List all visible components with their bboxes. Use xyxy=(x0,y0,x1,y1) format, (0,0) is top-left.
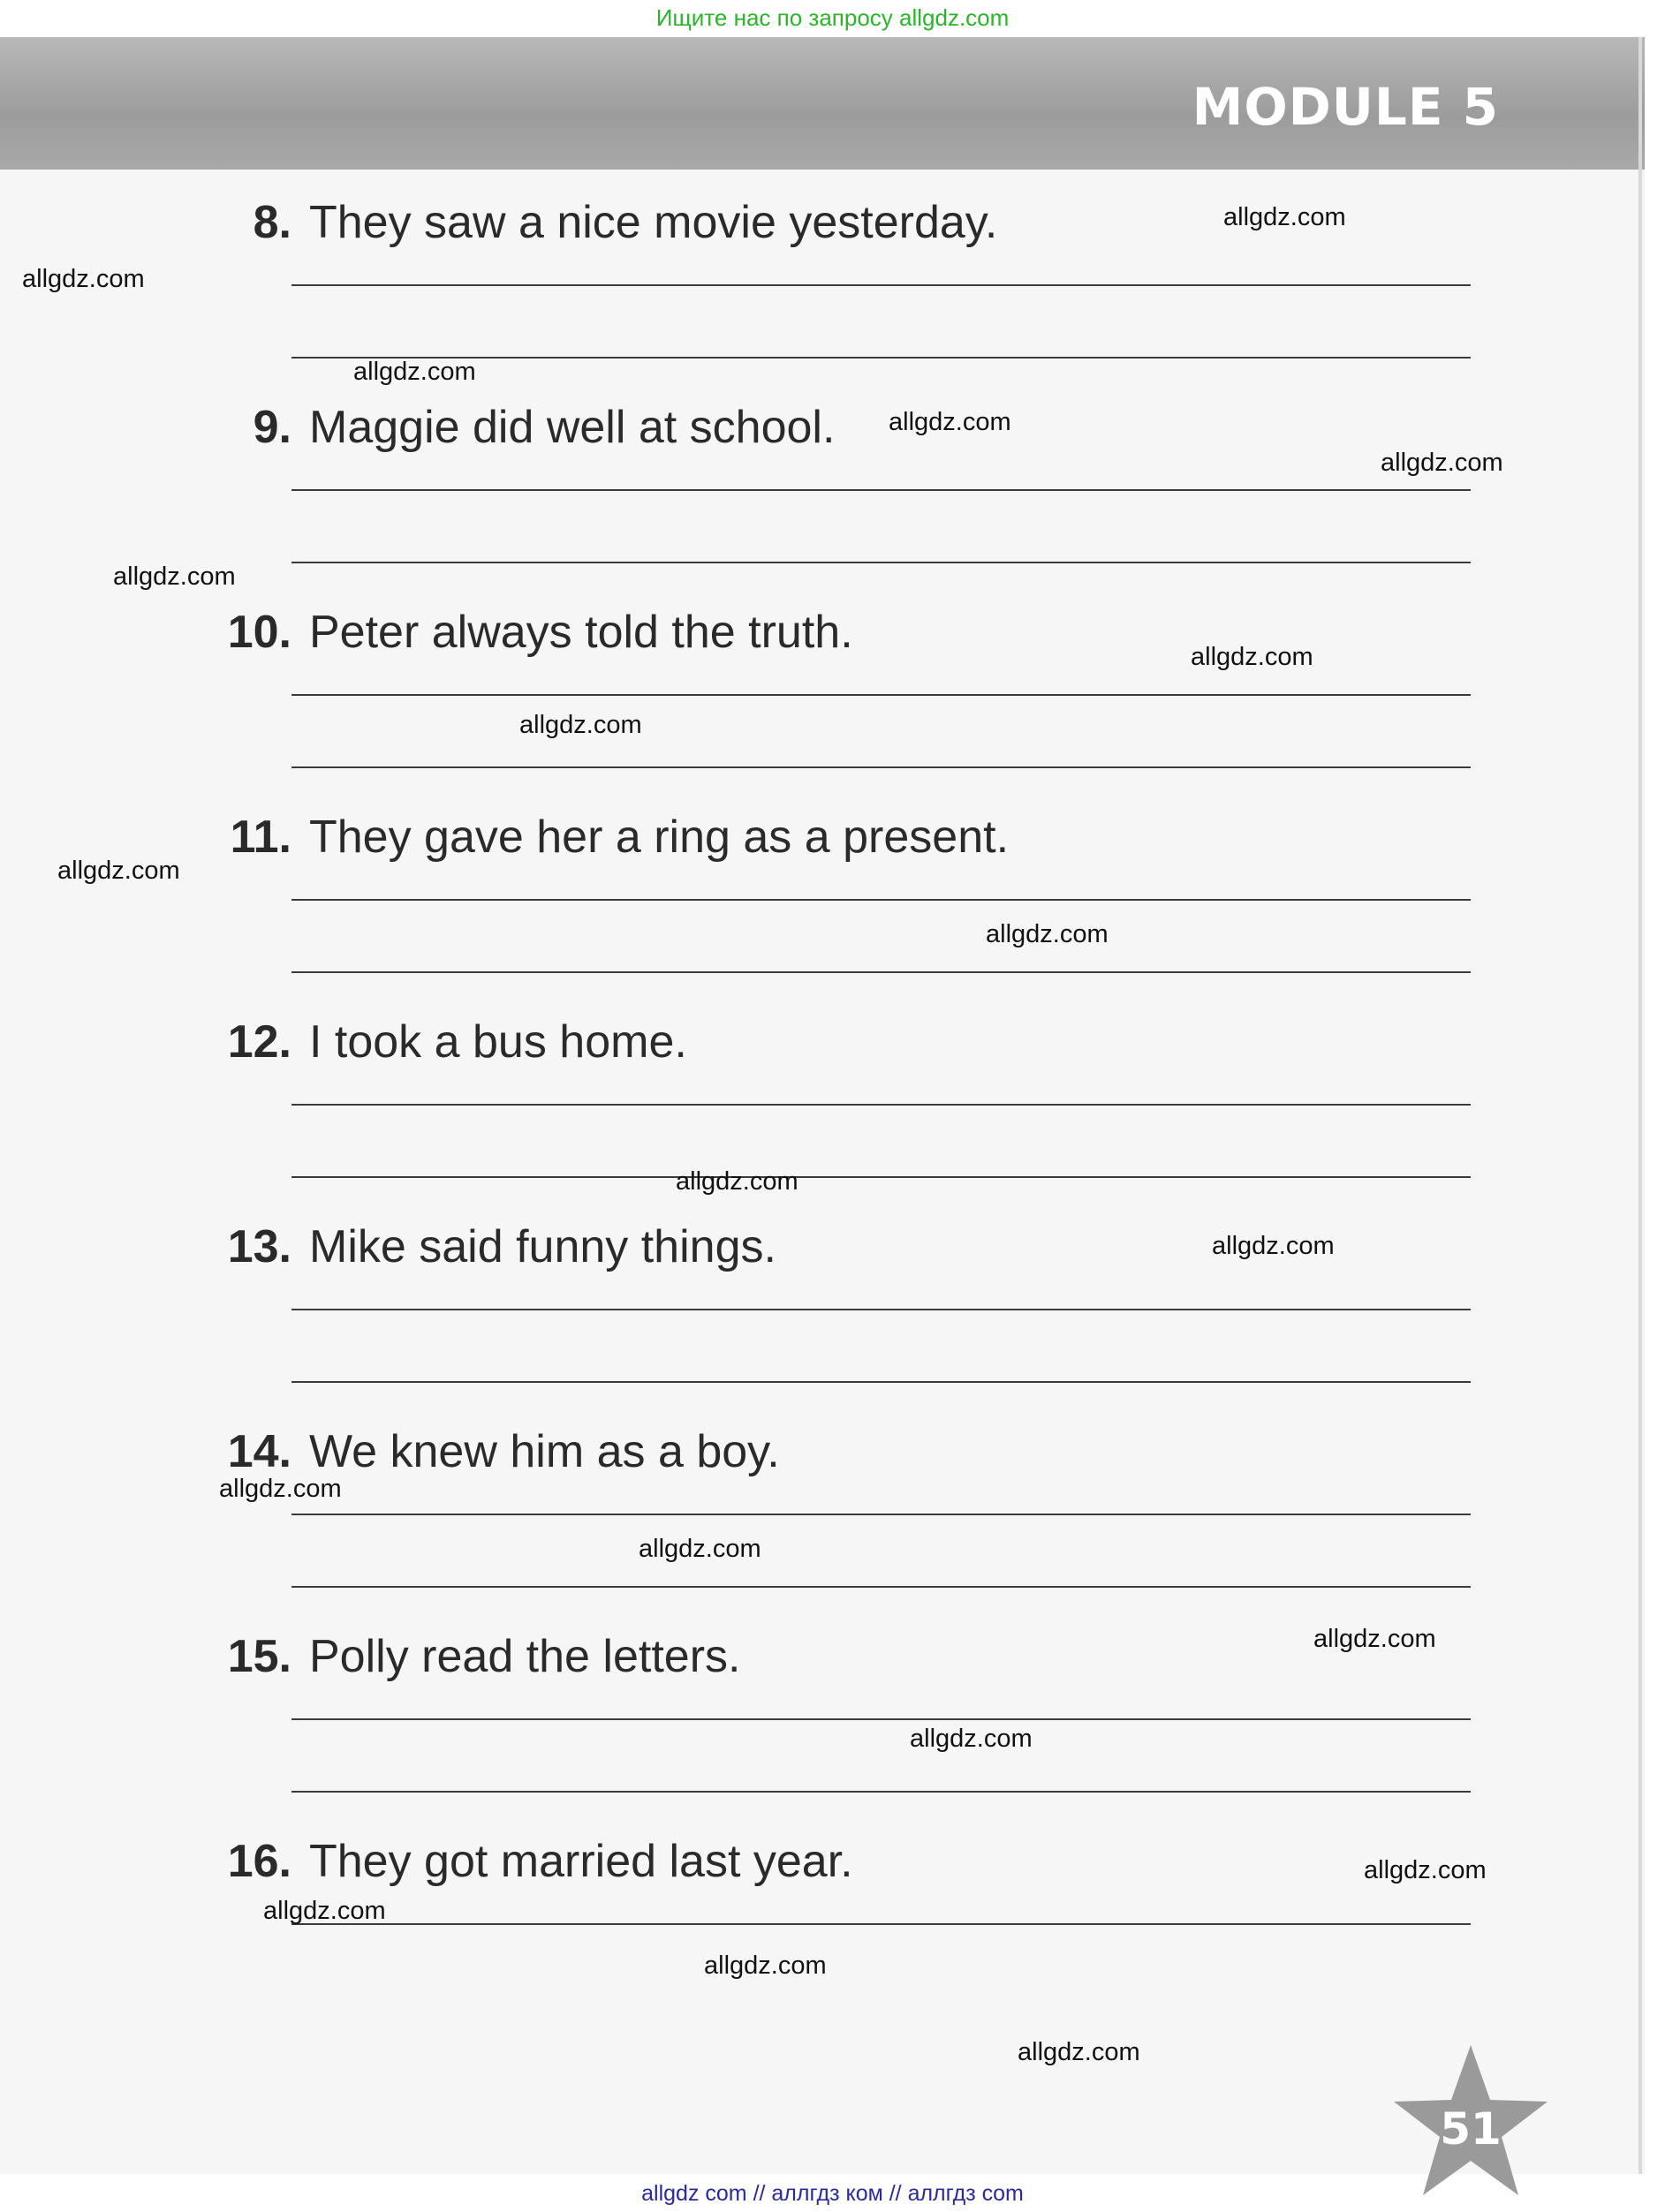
answer-line[interactable] xyxy=(291,1718,1471,1720)
watermark: allgdz.com xyxy=(113,562,236,591)
watermark: allgdz.com xyxy=(1191,643,1313,671)
watermark: allgdz.com xyxy=(519,711,642,739)
answer-line[interactable] xyxy=(291,1586,1471,1588)
exercise-item xyxy=(0,1015,1645,1219)
exercise-item xyxy=(0,811,1645,1014)
module-title: MODULE 5 xyxy=(1192,77,1499,137)
watermark: allgdz.com xyxy=(1364,1856,1487,1884)
watermark: allgdz.com xyxy=(1223,203,1346,231)
item-number: 14. xyxy=(227,1426,291,1477)
item-sentence: I took a bus home. xyxy=(309,1016,687,1068)
item-number: 13. xyxy=(227,1221,291,1272)
item-number: 8. xyxy=(253,197,291,248)
item-number: 9. xyxy=(253,402,291,453)
watermark: allgdz.com xyxy=(22,265,145,293)
watermark: allgdz.com xyxy=(889,408,1011,436)
answer-line[interactable] xyxy=(291,284,1471,286)
watermark: allgdz.com xyxy=(986,920,1109,948)
item-number: 15. xyxy=(227,1631,291,1682)
item-sentence: Mike said funny things. xyxy=(309,1221,776,1272)
watermark: allgdz.com xyxy=(1313,1625,1436,1653)
answer-line[interactable] xyxy=(291,562,1471,563)
answer-line[interactable] xyxy=(291,1514,1471,1515)
item-number: 12. xyxy=(227,1016,291,1068)
top-banner: Ищите нас по запросу allgdz.com xyxy=(655,4,1010,31)
item-number: 11. xyxy=(230,812,291,863)
watermark: allgdz.com xyxy=(353,358,476,386)
answer-line[interactable] xyxy=(291,1381,1471,1383)
exercise-item xyxy=(0,401,1645,604)
answer-line[interactable] xyxy=(291,899,1471,901)
answer-line[interactable] xyxy=(291,1923,1471,1925)
header-band xyxy=(0,37,1645,170)
answer-line[interactable] xyxy=(291,1176,1471,1178)
bottom-footer: allgdz com // аллгдз ком // аллгдз com xyxy=(641,2181,1024,2206)
answer-line[interactable] xyxy=(291,971,1471,973)
exercise-item xyxy=(0,606,1645,809)
watermark: allgdz.com xyxy=(676,1167,798,1196)
item-sentence: They saw a nice movie yesterday. xyxy=(309,197,998,248)
item-sentence: We knew him as a boy. xyxy=(309,1426,780,1477)
watermark: allgdz.com xyxy=(57,857,180,885)
watermark: allgdz.com xyxy=(1018,2038,1140,2066)
exercise-item xyxy=(0,1220,1645,1423)
item-sentence: Peter always told the truth. xyxy=(309,607,853,658)
item-sentence: They got married last year. xyxy=(309,1836,853,1887)
workbook-page xyxy=(0,37,1645,2174)
watermark: allgdz.com xyxy=(1212,1232,1335,1260)
answer-line[interactable] xyxy=(291,489,1471,491)
watermark: allgdz.com xyxy=(219,1475,342,1503)
watermark: allgdz.com xyxy=(1381,449,1503,477)
exercise-item xyxy=(0,196,1645,399)
item-number: 16. xyxy=(227,1836,291,1887)
watermark: allgdz.com xyxy=(639,1535,761,1563)
item-sentence: Maggie did well at school. xyxy=(309,402,836,453)
answer-line[interactable] xyxy=(291,766,1471,768)
item-sentence: Polly read the letters. xyxy=(309,1631,741,1682)
exercise-item xyxy=(0,1630,1645,1833)
watermark: allgdz.com xyxy=(704,1952,827,1980)
item-sentence: They gave her a ring as a present. xyxy=(309,812,1010,863)
exercise-item xyxy=(0,1425,1645,1628)
answer-line[interactable] xyxy=(291,694,1471,696)
watermark: allgdz.com xyxy=(910,1725,1033,1753)
page-edge xyxy=(1639,37,1642,2174)
answer-line[interactable] xyxy=(291,1104,1471,1106)
answer-line[interactable] xyxy=(291,1791,1471,1793)
page-number: 51 xyxy=(1440,2103,1502,2155)
item-number: 10. xyxy=(227,607,291,658)
answer-line[interactable] xyxy=(291,1309,1471,1310)
watermark: allgdz.com xyxy=(263,1897,386,1925)
